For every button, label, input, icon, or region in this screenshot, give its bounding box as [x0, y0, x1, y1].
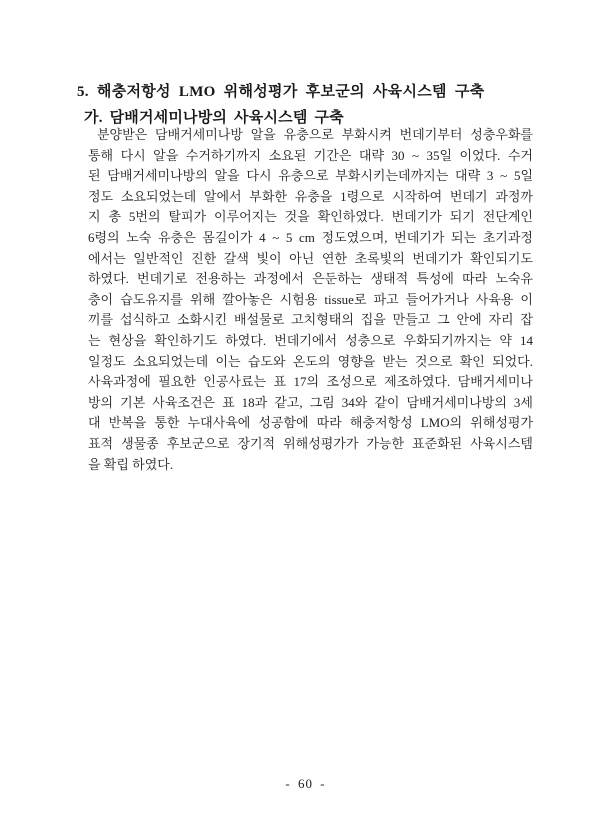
paragraph-line: 충이 습도유지를 위해 깔아놓은 시험용 tissue로 파고 들어가거나 사육용 이 [88, 291, 533, 307]
paragraph-line: 표적 생물종 후보군으로 장기적 위해성평가가 가능한 표준화된 사육시스템 [88, 435, 533, 451]
paragraph-line: 6령의 노숙 유충은 몸길이가 4 ~ 5 cm 정도였으며, 번데기가 되는 초기과정 [88, 229, 533, 245]
paragraph-line: 정도 소요되었는데 알에서 부화한 유충을 1령으로 시작하여 번데기 과정까 [88, 188, 533, 204]
body-paragraph [88, 125, 533, 475]
paragraph-line: 일정도 소요되었는데 이는 습도와 온도의 영향을 받는 것으로 확인 되었다. [88, 353, 533, 369]
paragraph-line: 분양받은 담배거세미나방 알을 유충으로 부화시켜 번데기부터 성충우화를 [97, 127, 533, 142]
subsection-heading: 가. 담배거세미나방의 사육시스템 구축 [84, 110, 344, 126]
paragraph-line: 끼를 섭식하고 소화시킨 배설물로 고치형태의 집을 만들고 그 안에 자리 잡 [88, 312, 533, 328]
paragraph-line: 방의 기본 사육조건은 표 18과 같고, 그림 34와 같이 담배거세미나방의 3세 [88, 394, 533, 410]
paragraph-line: 하였다. 번데기로 전용하는 과정에서 은둔하는 생태적 특성에 따라 노숙유 [88, 271, 533, 287]
paragraph-line: 을 확립 하였다. [88, 456, 174, 472]
paragraph-line: 된 담배거세미나방의 알을 다시 유충으로 부화시키는데까지는 대략 3 ~ 5일 [88, 168, 533, 184]
section-heading: 5. 해충저항성 LMO 위해성평가 후보군의 사육시스템 구축 [77, 84, 485, 100]
paragraph-line: 사육과정에 필요한 인공사료는 표 17의 조성으로 제조하였다. 담배거세미나 [88, 374, 533, 390]
paragraph-line: 에서는 일반적인 진한 갈색 빛이 아닌 연한 초록빛의 번데기가 확인되기도 [88, 250, 533, 266]
paragraph-line: 대 반복을 통한 누대사육에 성공함에 따라 해충저항성 LMO의 위해성평가 [88, 415, 533, 431]
page-number: - 60 - [285, 776, 326, 791]
paragraph-line: 는 현상을 확인하기도 하였다. 번데기에서 성충으로 우화되기까지는 약 14 [88, 332, 533, 348]
paragraph-line: 통해 다시 알을 수거하기까지 소요된 기간은 대략 30 ~ 35일 이었다. 수거 [88, 147, 533, 163]
paragraph-line: 지 총 5번의 탈피가 이루어지는 것을 확인하였다. 번데기가 되기 전단계인 [88, 209, 533, 225]
